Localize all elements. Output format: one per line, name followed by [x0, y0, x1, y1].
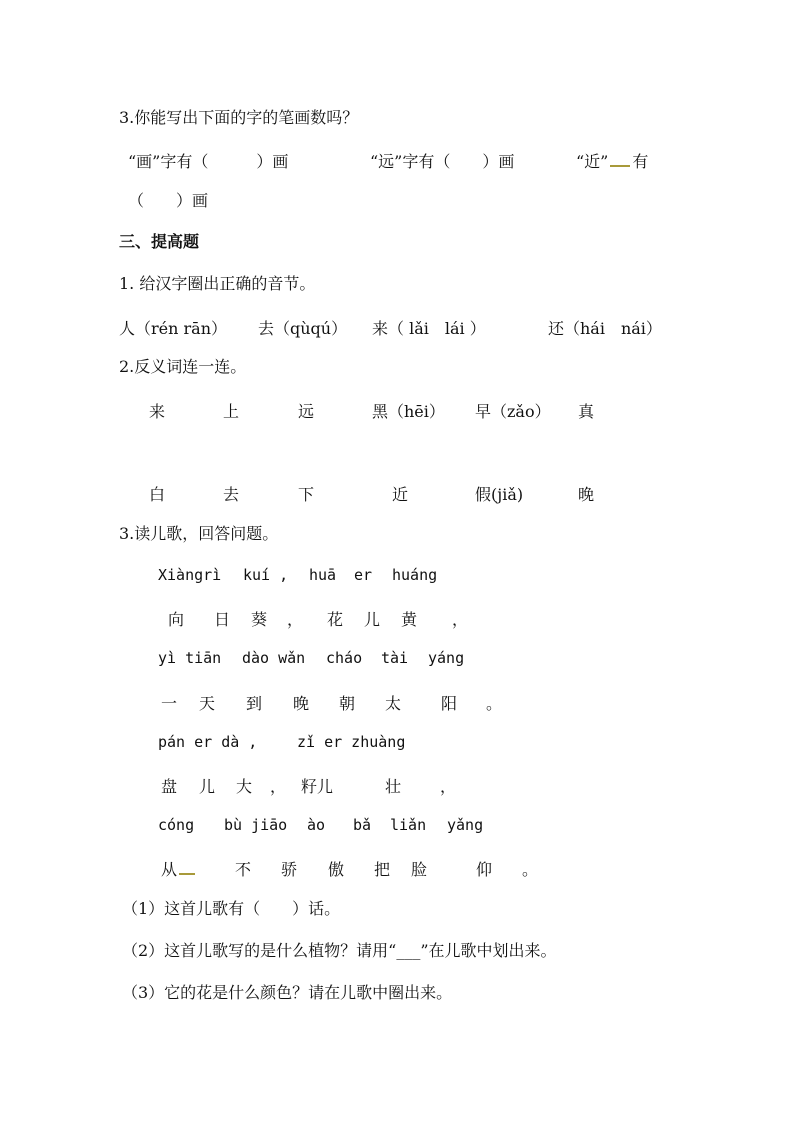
antonym-word: 下: [298, 485, 315, 504]
syllable-item: 去（qùqú）: [258, 319, 348, 338]
hanzi: 不: [235, 860, 252, 879]
answer-underline: [179, 863, 195, 875]
syllable-items: [0, 316, 794, 336]
antonym-word: 近: [392, 485, 409, 504]
poem-hanzi-row: [0, 774, 794, 794]
pinyin: yáng: [428, 649, 465, 667]
antonyms-top-row: [0, 399, 794, 419]
hanzi: 日: [214, 610, 231, 629]
hanzi: 向: [168, 610, 185, 629]
pinyin: yì tiān: [158, 649, 222, 667]
poem-hanzi-row: [0, 607, 794, 627]
pinyin: pán er dà ,: [158, 733, 258, 751]
pinyin: ào: [307, 816, 326, 834]
question-title-strokes: 3.你能写出下面的字的笔画数吗？: [119, 108, 359, 127]
pinyin: cóng: [158, 816, 195, 834]
hanzi: 仰: [476, 860, 493, 879]
pinyin: tài: [381, 649, 409, 667]
question-title-antonyms: 2.反义词连一连。: [119, 357, 247, 376]
poem-hanzi-row: [0, 691, 794, 711]
hanzi: 儿: [364, 610, 381, 629]
poem-pinyin-row: [0, 816, 794, 836]
pinyin: liǎn: [390, 816, 427, 834]
hanzi: 儿: [199, 777, 216, 796]
antonym-word: 真: [578, 402, 595, 421]
hanzi: 。: [522, 860, 539, 879]
pinyin: bù jiāo: [224, 816, 288, 834]
pinyin: yǎng: [447, 816, 484, 834]
pinyin: kuí ,: [243, 566, 289, 584]
poem-pinyin-row: [0, 566, 794, 586]
hanzi: 从: [161, 860, 178, 879]
antonym-word: 来: [149, 402, 166, 421]
hanzi: ，: [270, 777, 287, 796]
hanzi: ，: [287, 610, 304, 629]
hanzi: 阳: [441, 694, 458, 713]
hanzi: 把: [374, 860, 391, 879]
pinyin: Xiàngrì: [158, 566, 222, 584]
sub-question: （3）它的花是什么颜色？请在儿歌中圈出来。: [122, 983, 453, 1002]
poem-pinyin-row: [0, 733, 794, 753]
pinyin: cháo: [326, 649, 363, 667]
syllable-item: 人（rén rān）: [119, 319, 228, 338]
hanzi: 葵: [251, 610, 268, 629]
sub-question: （1）这首儿歌有（ ）话。: [122, 899, 341, 918]
antonym-word: 白: [149, 485, 166, 504]
stroke-item-jin-label: “近”: [576, 152, 609, 171]
pinyin: dào wǎn: [242, 649, 306, 667]
pinyin: zǐ er zhuàng: [297, 733, 406, 751]
poem-pinyin-row: [0, 649, 794, 669]
hanzi: 骄: [281, 860, 298, 879]
stroke-item-hua: “画”字有（ ）画: [128, 152, 289, 171]
hanzi: 傲: [328, 860, 345, 879]
stroke-item-jin-suffix: 有: [632, 152, 649, 171]
hanzi: 籽儿: [301, 777, 334, 796]
pinyin: huā: [309, 566, 337, 584]
hanzi: 。: [486, 694, 503, 713]
pinyin: bǎ: [353, 816, 372, 834]
question-title-poem: 3.读儿歌，回答问题。: [119, 524, 279, 543]
hanzi: 一: [161, 694, 178, 713]
hanzi: 大: [236, 777, 253, 796]
strokes-line-1: [0, 149, 794, 169]
strokes-line-2: （ ）画: [128, 191, 209, 210]
hanzi: 朝: [339, 694, 356, 713]
stroke-item-yuan: “远”字有（ ）画: [370, 152, 515, 171]
antonym-word: 上: [223, 402, 240, 421]
stroke-item-jin: [576, 149, 648, 172]
hanzi: ，: [452, 610, 469, 629]
section-heading: 三、提高题: [119, 232, 200, 251]
hanzi: 太: [385, 694, 402, 713]
pinyin: huáng: [392, 566, 438, 584]
syllable-item: 来（ lǎi lái ）: [372, 319, 486, 338]
syllable-item: 还（hái nái）: [548, 319, 662, 338]
antonym-word: 晚: [578, 485, 595, 504]
hanzi: 晚: [293, 694, 310, 713]
hanzi: 壮: [385, 777, 402, 796]
antonym-word: 黑（hēi）: [372, 402, 445, 421]
antonym-word: 远: [298, 402, 315, 421]
hanzi: 黄: [401, 610, 418, 629]
question-title-syllables: 1. 给汉字圈出正确的音节。: [119, 274, 316, 293]
answer-underline: [610, 155, 630, 167]
sub-question: （2）这首儿歌写的是什么植物？请用“___”在儿歌中划出来。: [122, 941, 557, 960]
poem-hanzi-row: [0, 857, 794, 877]
hanzi: 花: [327, 610, 344, 629]
antonym-word: 早（zǎo）: [475, 402, 551, 421]
hanzi: 到: [246, 694, 263, 713]
hanzi-with-underline: [161, 857, 197, 880]
pinyin: er: [354, 566, 373, 584]
antonyms-bottom-row: [0, 482, 794, 502]
hanzi: 天: [199, 694, 216, 713]
hanzi: 盘: [161, 777, 178, 796]
antonym-word: 假(jiǎ): [475, 485, 524, 504]
antonym-word: 去: [223, 485, 240, 504]
hanzi: 脸: [411, 860, 428, 879]
hanzi: ，: [440, 777, 457, 796]
